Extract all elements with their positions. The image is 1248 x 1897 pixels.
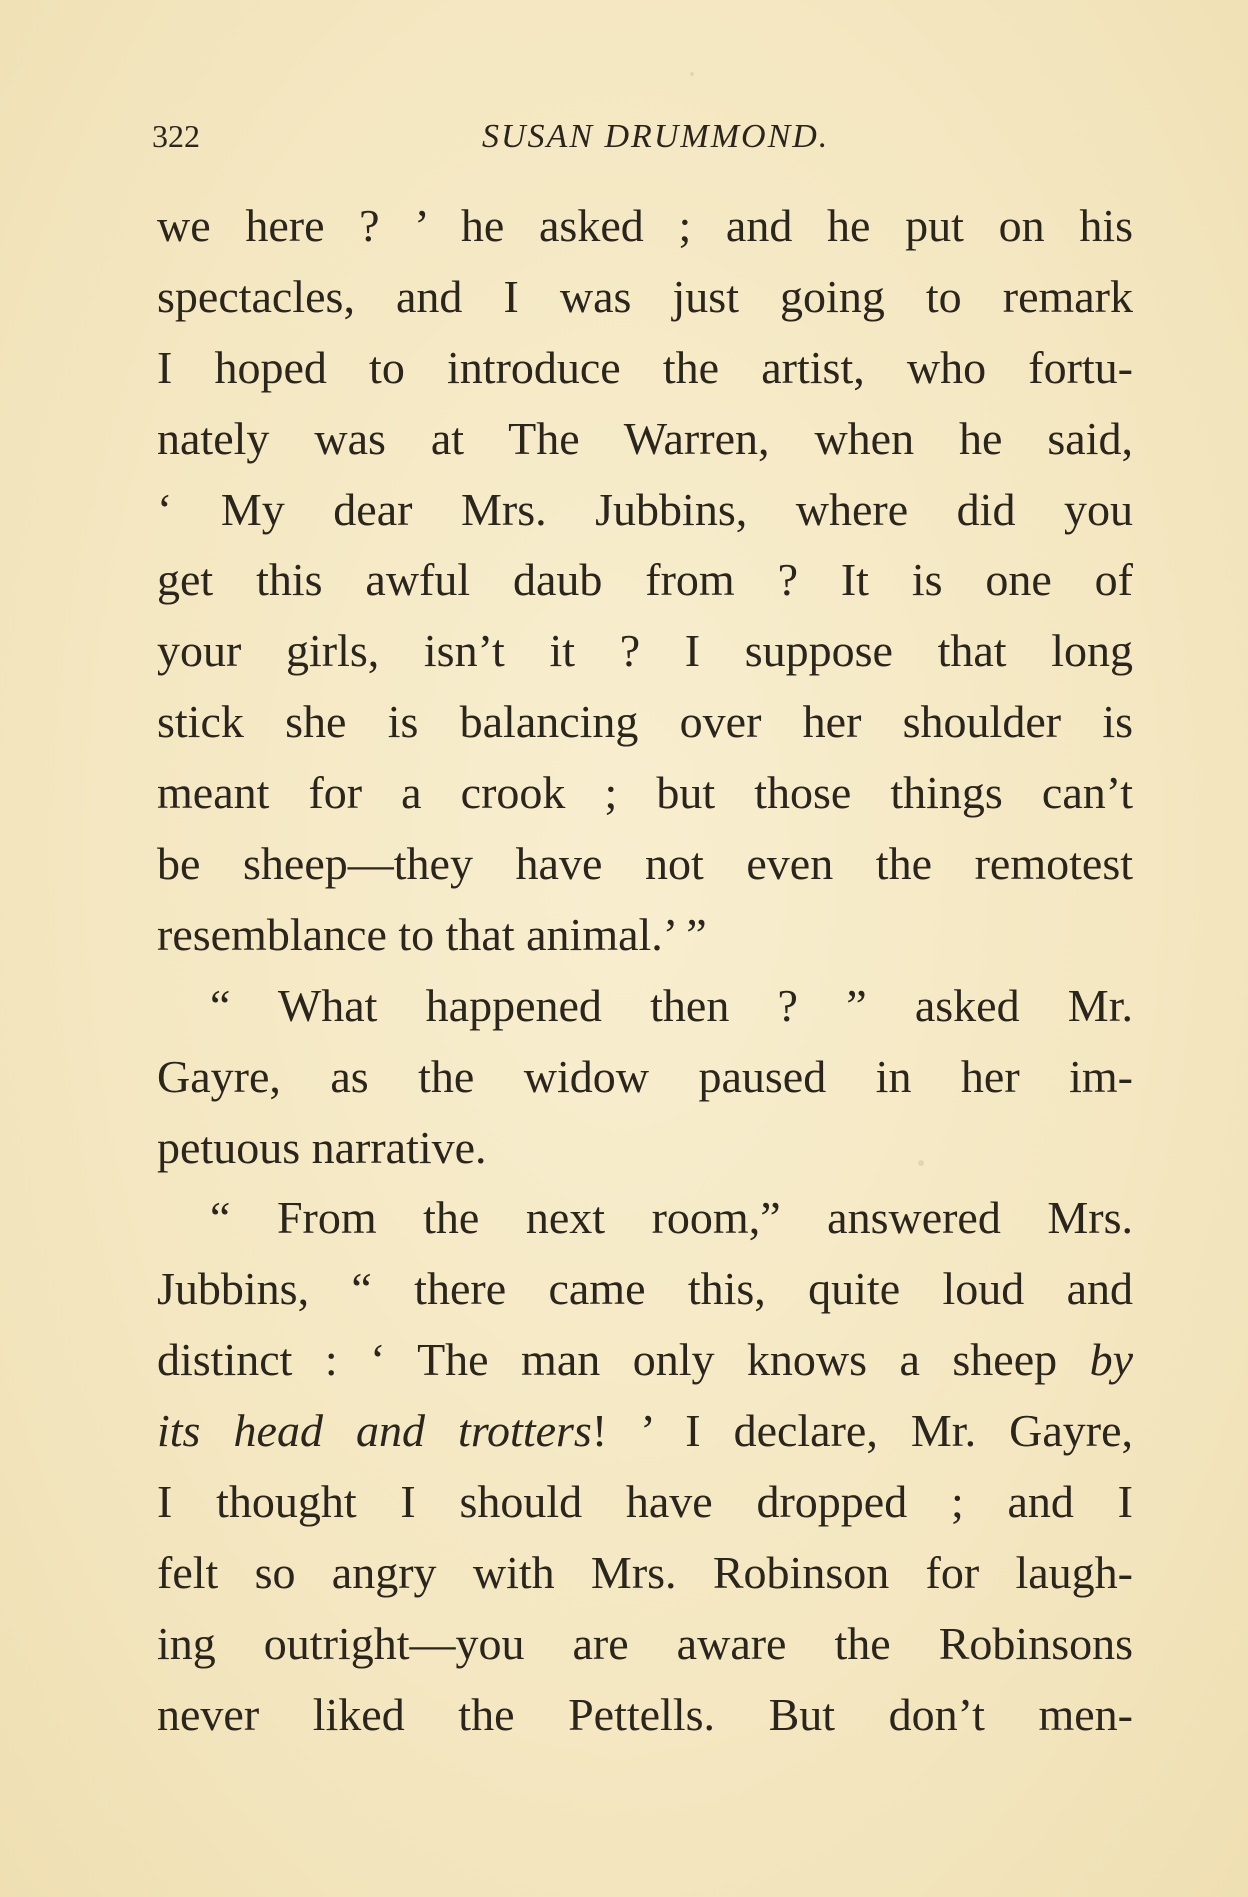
italic-text: by (1089, 1334, 1134, 1386)
text-segment: ! ’ (591, 1405, 653, 1457)
italic-text: its head and trotters (157, 1405, 592, 1457)
text-line: I thought I should have dropped ; and I (157, 1476, 1133, 1528)
text-line: get this awful daub from ? It is one of (157, 554, 1133, 606)
running-head (152, 118, 1132, 168)
text-line: spectacles, and I was just going to remark (157, 270, 1133, 322)
text-line: felt so angry with Mrs. Robinson for laugh- (157, 1546, 1133, 1598)
text-line: “ What happened then ? ” asked Mr. (210, 979, 1133, 1031)
text-line: petuous narrative. (157, 1121, 487, 1173)
text-line: nately was at The Warren, when he said, (157, 412, 1133, 464)
text-segment: I declare, Mr. Gayre, (685, 1405, 1134, 1457)
text-line: I hoped to introduce the artist, who fortu- (157, 341, 1133, 393)
text-line: ing outright—you are aware the Robinsons (157, 1617, 1133, 1669)
text-line: be sheep—they have not even the remotest (157, 838, 1133, 890)
text-line: never liked the Pettells. But don’t men- (157, 1688, 1133, 1740)
text-line: ‘ My dear Mrs. Jubbins, where did you (157, 483, 1133, 535)
text-line: Gayre, as the widow paused in her im- (157, 1050, 1133, 1102)
text-line: “ From the next room,” answered Mrs. (210, 1192, 1133, 1244)
text-line-with-italic (157, 1325, 1133, 1396)
text-line: Jubbins, “ there came this, quite loud and (157, 1263, 1133, 1315)
paper-speck (918, 1160, 924, 1166)
book-title: SUSAN DRUMMOND. (482, 118, 830, 155)
paper-speck (690, 72, 694, 76)
text-line: your girls, isn’t it ? I suppose that long (157, 625, 1133, 677)
text-segment: distinct : ‘ The man only knows a sheep (157, 1334, 1058, 1386)
text-line: meant for a crook ; but those things can’t (157, 767, 1133, 819)
text-line-with-italic (157, 1396, 1133, 1467)
page-number: 322 (152, 118, 200, 154)
text-line: we here ? ’ he asked ; and he put on his (157, 200, 1133, 251)
text-line: stick she is balancing over her shoulder is (157, 696, 1133, 748)
text-line: resemblance to that animal.’ ” (157, 908, 707, 960)
body-text (157, 191, 1133, 1751)
